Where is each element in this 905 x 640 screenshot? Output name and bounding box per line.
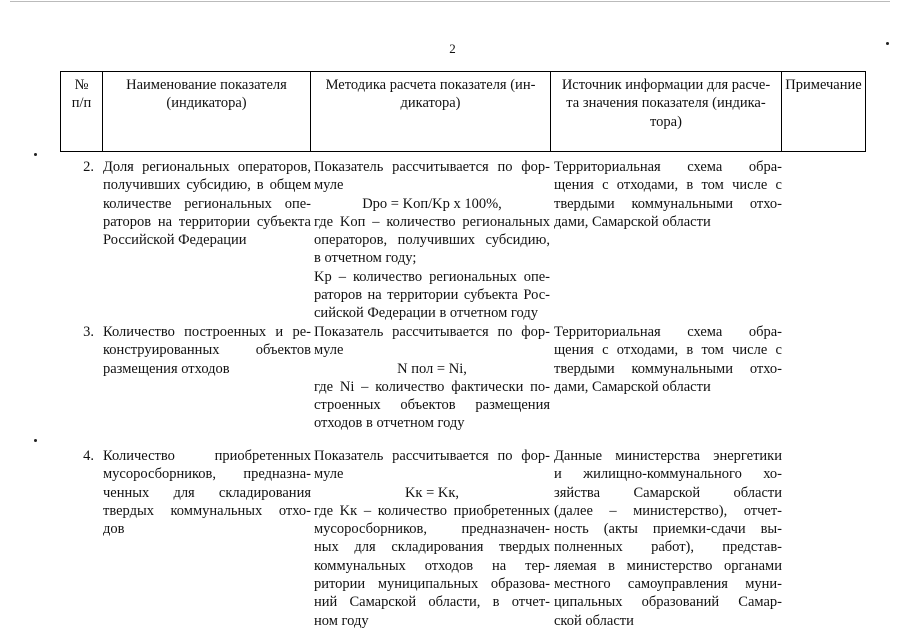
text-line: Показатель рассчитывается по фор-: [314, 159, 550, 175]
header-col-name: [103, 72, 311, 152]
text-line: Количество приобретенных: [103, 448, 311, 464]
text-line: Показатель рассчитывается по фор-: [314, 324, 550, 340]
header-text: тора): [650, 113, 682, 130]
text-line: Показатель рассчитывается по фор-: [314, 448, 550, 464]
text-line: ципальных образований Самар-: [554, 594, 782, 611]
text-line: операторов, получивших субсидию,: [314, 232, 550, 249]
calc-method: [314, 323, 550, 433]
indicator-name: [103, 447, 311, 538]
text-line: где Ni – количество фактически по-: [314, 378, 550, 395]
info-source: [554, 447, 782, 630]
header-text: (индикатора): [166, 95, 247, 112]
text-line: Kр – количество региональных опе-: [314, 268, 550, 285]
text-line: количестве региональных опе-: [103, 195, 311, 212]
header-col-method: [311, 72, 551, 152]
text-line: ность (акты приемки-сдачи вы-: [554, 521, 782, 538]
text-line: конструированных объектов: [103, 342, 311, 359]
header-col-note: [782, 72, 866, 152]
calc-method: [314, 158, 550, 323]
text-line: муле: [314, 466, 344, 483]
text-line: Количество построенных и ре-: [103, 324, 311, 340]
text-line: (далее – министерство), отчет-: [554, 502, 782, 519]
row-number: 2.: [83, 159, 94, 175]
info-source: [554, 323, 782, 396]
text-line: твердых коммунальных отхо-: [103, 502, 311, 519]
text-line: получивших субсидию, в общем: [103, 177, 311, 194]
header-text: п/п: [71, 95, 92, 112]
text-line: где Kк – количество приобретенных: [314, 502, 550, 519]
header-col-source: [551, 72, 782, 152]
text-line: зяйства Самарской области: [554, 484, 782, 501]
indicator-name: [103, 323, 311, 378]
text-line: твердыми коммунальными отхо-: [554, 360, 782, 377]
text-line: в отчетном году;: [314, 250, 417, 267]
text-line: ном году: [314, 612, 369, 629]
text-line: строенных объектов размещения: [314, 397, 550, 414]
text-line: раторов на территории субъекта: [103, 213, 311, 230]
text-line: ляемая в министерство органами: [554, 557, 782, 574]
text-line: дов: [103, 521, 125, 538]
text-line: Данные министерства энергетики: [554, 448, 782, 464]
header-text: та значения показателя (индика-: [566, 95, 766, 112]
header-text: Методика расчета показателя (ин-: [325, 77, 536, 93]
scan-top-rule: [10, 1, 890, 2]
text-line: Территориальная схема обра-: [554, 324, 782, 340]
text-line: размещения отходов: [103, 360, 230, 377]
formula: Dро = Kоп/Kр х 100%,: [362, 195, 502, 212]
text-line: Российской Федерации: [103, 232, 247, 249]
text-line: дами, Самарской области: [554, 378, 711, 395]
page-number: 2: [449, 41, 456, 56]
text-line: твердыми коммунальными отхо-: [554, 195, 782, 212]
text-line: ритории муниципальных образова-: [314, 576, 550, 593]
text-line: полненных работ), представ-: [554, 539, 782, 556]
indicator-name: [103, 158, 311, 249]
header-text: дикатора): [400, 95, 461, 112]
text-line: муле: [314, 177, 344, 194]
text-line: отходов в отчетном году: [314, 415, 465, 432]
text-line: мусоросборников, предназна-: [103, 466, 311, 483]
text-line: ний Самарской области, в отчет-: [314, 594, 550, 611]
formula: N пол = Ni,: [397, 360, 467, 377]
text-line: где Kоп – количество региональных: [314, 213, 550, 230]
text-line: дами, Самарской области: [554, 213, 711, 230]
info-source: [554, 158, 782, 231]
text-line: щения с отходами, в том числе с: [554, 342, 782, 359]
text-line: местного самоуправления муни-: [554, 576, 782, 593]
text-line: и жилищно-коммунального хо-: [554, 466, 782, 483]
row-number: 3.: [83, 324, 94, 340]
row-number: 4.: [83, 448, 94, 464]
calc-method: [314, 447, 550, 630]
text-line: коммунальных отходов на тер-: [314, 557, 550, 574]
header-col-num: [61, 72, 103, 152]
text-line: муле: [314, 342, 344, 359]
text-line: мусоросборников, предназначен-: [314, 521, 550, 538]
table-header: [60, 71, 866, 152]
text-line: ченных для складирования: [103, 484, 311, 501]
formula: Kк = Kк,: [404, 484, 460, 501]
text-line: ской области: [554, 612, 634, 629]
header-text: Примечание: [785, 77, 862, 93]
text-line: сийской Федерации в отчетном году: [314, 305, 538, 322]
text-line: ных для складирования твердых: [314, 539, 550, 556]
text-line: Доля региональных операторов,: [103, 159, 311, 175]
header-text: Источник информации для расче-: [561, 77, 771, 93]
header-text: №: [74, 77, 89, 93]
scan-speck: [34, 439, 37, 442]
text-line: щения с отходами, в том числе с: [554, 177, 782, 194]
text-line: Территориальная схема обра-: [554, 159, 782, 175]
header-text: Наименование показателя: [126, 77, 287, 93]
scan-speck: [34, 153, 37, 156]
text-line: раторов на территории субъекта Рос-: [314, 287, 550, 304]
